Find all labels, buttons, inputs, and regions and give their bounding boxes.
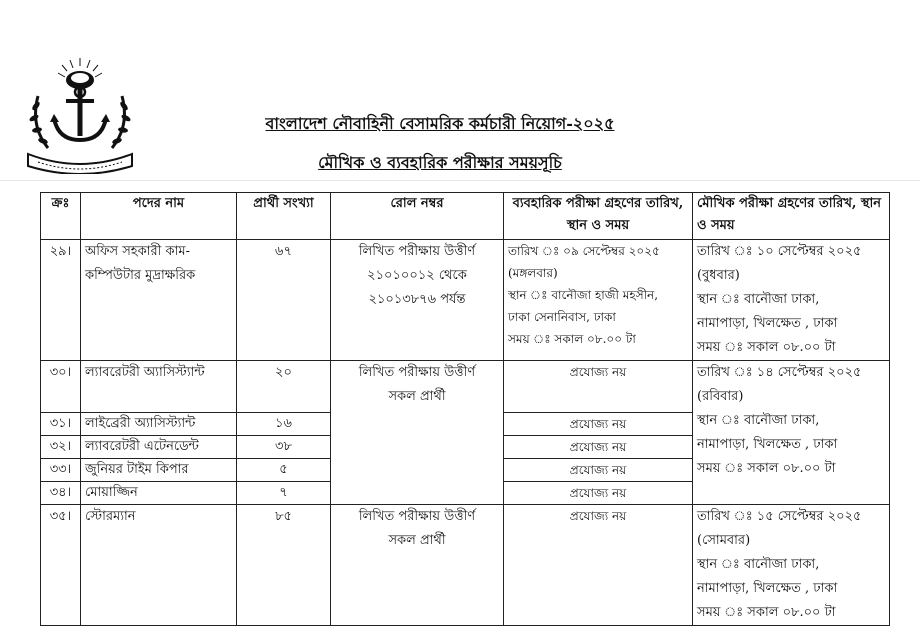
header-viva: মৌখিক পরীক্ষা গ্রহণের তারিখ, স্থান ও সময় [693,193,890,240]
document-header [0,0,920,180]
cell-post: অফিস সহকারী কাম-কম্পিউটার মুদ্রাক্ষরিক [81,240,237,361]
viva-line: সময় ঃ সকাল ০৮.০০ টা [697,461,836,476]
page-title: বাংলাদেশ নৌবাহিনী বেসামরিক কর্মচারী নিয়োগ-২০২৫ [265,114,615,133]
cell-practical: প্রযোজ্য নয় [504,482,693,505]
cell-serial: ৩১। [41,413,81,436]
cell-serial: ২৯। [41,240,81,361]
header-practical: ব্যবহারিক পরীক্ষা গ্রহণের তারিখ, স্থান ও সময় [504,193,693,240]
cell-serial: ৩৪। [41,482,81,505]
cell-count: ২০ [237,361,331,413]
cell-viva [693,505,890,626]
viva-line: সময় ঃ সকাল ০৮.০০ টা [697,340,836,355]
navy-emblem-icon [24,56,136,174]
cell-serial: ৩৩। [41,459,81,482]
viva-line: তারিখ ঃ ১৪ সেপ্টেম্বর ২০২৫ [697,365,862,380]
practical-line: (মঙ্গলবার) [508,266,558,280]
cell-serial: ৩৫। [41,505,81,626]
cell-viva [693,240,890,361]
viva-line: স্থান ঃ বানৌজা ঢাকা, [697,413,820,428]
viva-line: নামাপাড়া, খিলক্ষেত , ঢাকা [697,581,838,596]
roll-line: সকল প্রার্থী [388,533,446,548]
cell-serial: ৩০। [41,361,81,413]
page-subtitle: মৌখিক ও ব্যবহারিক পরীক্ষার সময়সূচি [318,153,562,172]
viva-line: তারিখ ঃ ১৫ সেপ্টেম্বর ২০২৫ [697,509,862,524]
header-post: পদের নাম [81,193,237,240]
cell-roll-group [331,361,504,505]
cell-count: ৬৭ [237,240,331,361]
cell-practical: প্রযোজ্য নয় [504,459,693,482]
cell-count: ৮৫ [237,505,331,626]
header-serial: ক্রঃ [41,193,81,240]
practical-line: তারিখ ঃ ০৯ সেপ্টেম্বর ২০২৫ [508,244,660,258]
viva-line: স্থান ঃ বানৌজা ঢাকা, [697,557,820,572]
cell-count: ৫ [237,459,331,482]
roll-line: লিখিত পরীক্ষায় উত্তীর্ণ [358,244,476,259]
viva-line: স্থান ঃ বানৌজা ঢাকা, [697,292,820,307]
cell-post: জুনিয়র টাইম কিপার [81,459,237,482]
table-row [41,361,890,413]
cell-practical: প্রযোজ্য নয় [504,436,693,459]
table-row [41,240,890,361]
viva-line: (সোমবার) [697,533,751,548]
table-row [41,505,890,626]
roll-line: ২১০১৩৮৭৬ পর্যন্ত [368,292,466,307]
schedule-table [40,192,890,626]
roll-line: লিখিত পরীক্ষায় উত্তীর্ণ [358,509,476,524]
cell-post: স্টোরম্যান [81,505,237,626]
cell-roll [331,240,504,361]
cell-practical: প্রযোজ্য নয় [504,505,693,626]
practical-line: ঢাকা সেনানিবাস, ঢাকা [508,310,616,324]
cell-post: লাইব্রেরী অ্যাসিস্ট্যান্ট [81,413,237,436]
cell-post: ল্যাবরেটরী অ্যাসিস্ট্যান্ট [81,361,237,413]
header-roll: রোল নম্বর [331,193,504,240]
header-divider [0,180,920,181]
cell-roll [331,505,504,626]
cell-viva-group [693,361,890,505]
cell-practical [504,240,693,361]
viva-line: তারিখ ঃ ১০ সেপ্টেম্বর ২০২৫ [697,244,862,259]
viva-line: নামাপাড়া, খিলক্ষেত , ঢাকা [697,316,838,331]
cell-count: ৩৮ [237,436,331,459]
cell-practical: প্রযোজ্য নয় [504,413,693,436]
cell-post: মোয়াজ্জিন [81,482,237,505]
roll-line: সকল প্রার্থী [388,389,446,404]
practical-line: স্থান ঃ বানৌজা হাজী মহসীন, [508,288,659,302]
cell-count: ৭ [237,482,331,505]
cell-count: ১৬ [237,413,331,436]
cell-post: ল্যাবরেটরী এটেনডেন্ট [81,436,237,459]
viva-line: (রবিবার) [697,389,744,404]
viva-line: সময় ঃ সকাল ০৮.০০ টা [697,605,836,620]
table-header-row [41,193,890,240]
viva-line: নামাপাড়া, খিলক্ষেত , ঢাকা [697,437,838,452]
roll-line: ২১০১০০১২ থেকে [367,268,467,283]
practical-line: সময় ঃ সকাল ০৮.০০ টা [508,332,636,346]
roll-line: লিখিত পরীক্ষায় উত্তীর্ণ [358,365,476,380]
header-candidates: প্রার্থী সংখ্যা [237,193,331,240]
cell-serial: ৩২। [41,436,81,459]
viva-line: (বুধবার) [697,268,740,283]
cell-practical: প্রযোজ্য নয় [504,361,693,413]
